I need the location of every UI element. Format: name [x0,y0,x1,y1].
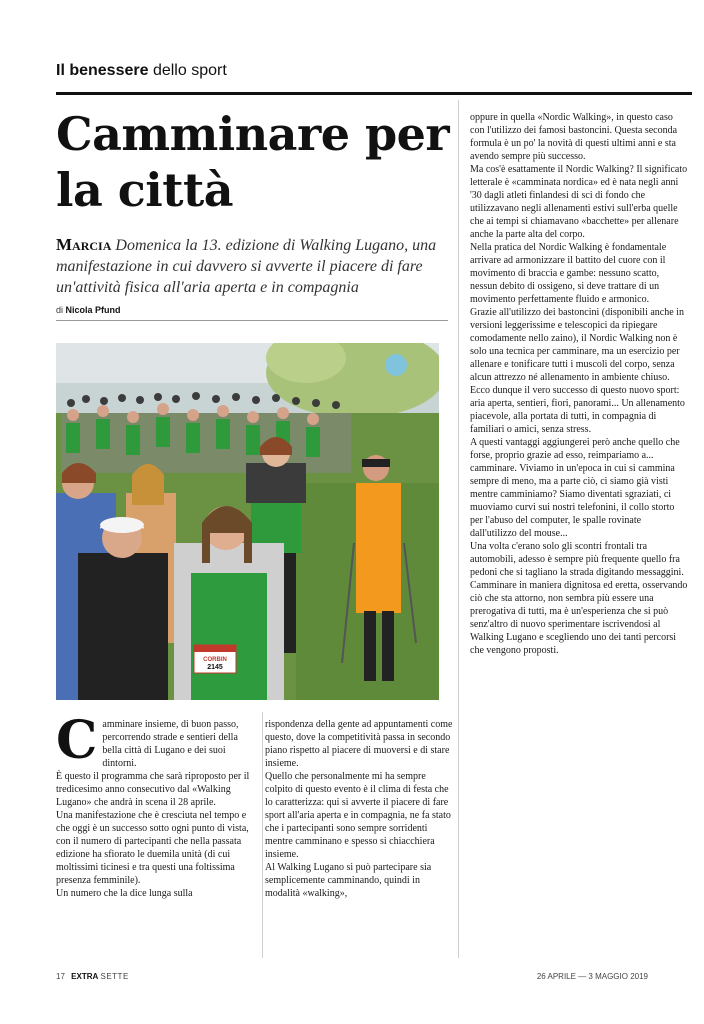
paragraph: Ma cos'è esattamente il Nordic Walking? Il significato letterale è «camminata nordica» ed è nata negli anni '30 dagli atleti finlandesi di sci di fondo che utilizzavano negli allenamenti estivi sull'erba quelle che ai tempi si chiamavano «bacchette» per allenare anche la parte alta del corpo. [470,164,688,240]
paragraph: Al Walking Lugano si può partecipare sia semplicemente camminando, quindi in modalità «walking», [265,862,432,899]
magazine-name: EXTRA [71,972,99,981]
paragraph: È questo il programma che sarà riproposto per il tredicesimo anno consecutivo dal «Walking Lugano» che andrà in scena il 28 aprile. [56,771,250,808]
drop-cap: C [56,710,98,771]
subtitle-text: Domenica la 13. edizione di Walking Lugano, una manifestazione in cui davvero si avverte il piacere di fare un'attività fisica all'aria aperta e in compagnia [56,237,437,296]
byline-rule [56,320,448,321]
article-photo [56,343,439,700]
walkers-photo-illustration [56,343,439,700]
paragraph: rispondenza della gente ad appuntamenti come questo, dove la competitività passa in secondo piano rispetto al piacere di muoversi e di stare insieme. [265,719,453,769]
footer-left [56,972,129,981]
column-divider-lower [262,712,263,958]
article-column-right [470,111,688,657]
paragraph: Quello che personalmente mi ha sempre colpito di questo evento è il clima di festa che lo caratterizza: qui si avverte il piacere di fare sport all'aria aperta e in compagnia, ne fa stato che i partecipanti sono sempre sorridenti mentre camminano e spesso si chiacchiera insieme. [265,771,451,860]
section-label-light: dello sport [152,62,227,79]
paragraph: Una manifestazione che è cresciuta nel tempo e che oggi è un successo sotto ogni punto di vista, con il numero di partecipanti che nella passata edizione ha sfiorato le duemila unità (di cui moltissimi ticinesi e tra questi una foltissima presenza femminile). [56,810,249,886]
column-divider [458,100,459,958]
byline [56,305,121,315]
article-subtitle [56,234,448,298]
paragraph: Nella pratica del Nordic Walking è fondamentale arrivare ad armonizzare il battito del cuore con il movimento di braccia e gambe: nessuno scatto, nessun debito di ossigeno, si deve trattare di un movimento perfettamente fluido e armonico. [470,242,667,305]
page-number: 17 [56,972,65,981]
paragraph: Ecco dunque il vero successo di questo nuovo sport: aria aperta, sentieri, fiori, panorami... Un allenamento piacevole, alla portata di tutti, in compagnia di familiari o amici, senza stress. [470,385,685,435]
author-name: Nicola Pfund [65,305,121,315]
lead-text: amminare insieme, di buon passo, percorrendo strade e sentieri della bella città di Lugano e dei suoi dintorni. [102,719,239,769]
paragraph: Una volta c'erano solo gli scontri frontali tra automobili, adesso è sempre più frequente quello fra pedoni che si tagliano la strada digitando messaggini. Camminare in maniera dignitosa ed eretta, osservando ciò che sta attorno, non sembra più essere una prerogativa di tutti, ma è un'esperienza che si può senz'altro di nuovo sperimentare iscrivendosi al Walking Lugano e scegliendo uno dei tanti percorsi che vengono proposti. [470,541,688,656]
bib-number: 2145 [207,664,223,671]
article-column-middle [265,718,455,900]
paragraph: Un numero che la dice lunga sulla [56,888,193,899]
header-rule [56,92,692,95]
paragraph: A questi vantaggi aggiungerei però anche quello che forse, proprio grazie ad esso, reimpariamo a... camminare. Viviamo in un'epoca in cui si cammina sempre di meno, ma a parte ciò, ci siamo già visti mentre camminiamo? Siamo diventati sgraziati, ci muoviamo curvi sui nostri telefonini, il collo storto per l'abuso del computer, le spalle rovinate dall'utilizzo del mouse... [470,437,680,539]
section-header [56,62,227,80]
magazine-suffix: SETTE [100,972,129,981]
byline-prefix: di [56,305,64,315]
issue-date: 26 APRILE — 3 MAGGIO 2019 [536,972,648,981]
kicker: Marcia [56,235,112,254]
paragraph: Grazie all'utilizzo dei bastoncini (disponibili anche in versioni leggerissime e telescopici da ripiegare comodamente nello zaino), il Nordic Walking non è solo una tecnica per camminare, ma un esercizio per allenare e tonificare tutti i muscoli del corpo, senza alcun attrezzo né allenamento in ambiente chiuso. [470,307,684,383]
section-label-bold: Il benessere [56,62,149,79]
article-column-left [56,710,256,900]
bib-name: CORBIN [203,657,227,663]
paragraph: oppure in quella «Nordic Walking», in questo caso con l'utilizzo dei famosi bastoncini. Questa seconda formula è un po' la novità di questi ultimi anni e sta avendo sempre più successo. [470,112,678,162]
article-title: Camminare per la città [56,107,450,217]
lead-paragraph [56,710,256,771]
